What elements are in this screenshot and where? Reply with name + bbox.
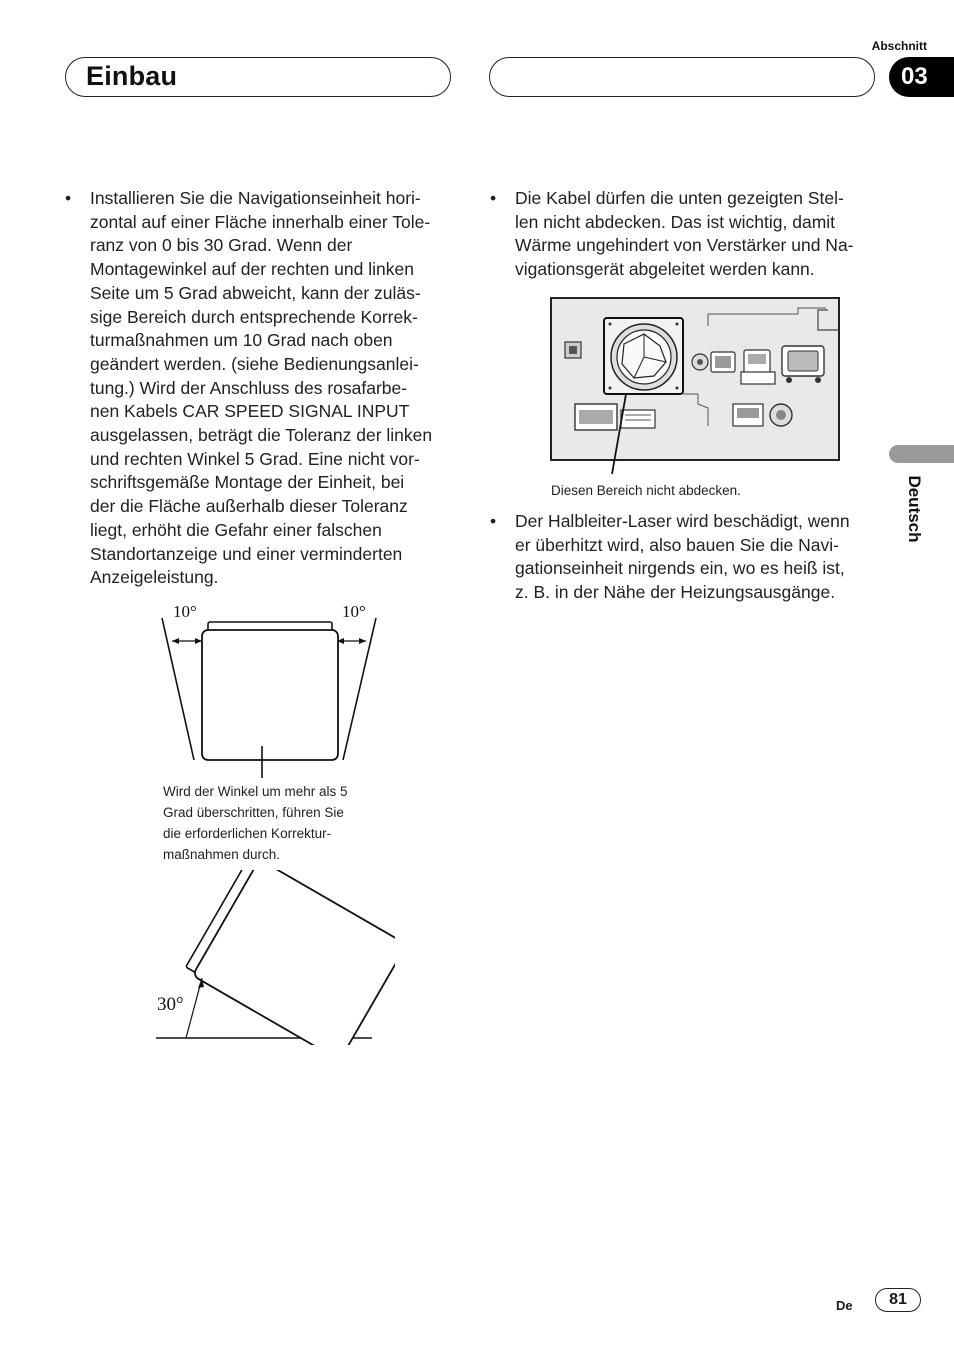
page-language-code: De xyxy=(836,1298,853,1313)
right-bullet-1-text: Die Kabel dürfen die unten gezeigten Stel- len nicht abdecken. Das ist wichtig, damit Wärme ungehindert von Verstärker und Na- vigationsgerät abgeleitet werden kann. xyxy=(515,188,854,280)
angle-tilt-label: 30° xyxy=(157,994,184,1015)
angle-right-label: 10° xyxy=(342,602,366,621)
bullet-dot: • xyxy=(490,188,497,208)
header-empty-pill xyxy=(489,57,875,97)
rear-panel-illustration xyxy=(548,296,842,476)
right-bullet-2-text: Der Halbleiter-Laser wird beschädigt, wenn er überhitzt wird, also bauen Sie die Navi- gationseinheit nirgends ein, wo es heiß ist, z. B. in der Nähe der Heizungsausgänge. xyxy=(515,511,850,603)
language-label: Deutsch xyxy=(905,475,924,543)
section-number-badge: 03 xyxy=(889,57,954,97)
page-number: 81 xyxy=(875,1288,921,1312)
section-label: Abschnitt xyxy=(871,39,927,53)
tilt-angle-diagram xyxy=(150,870,395,1045)
left-bullet-1-text: Installieren Sie die Navigationseinheit hori- zontal auf einer Fläche innerhalb einer Tole- ranz von 0 bis 30 Grad. Wenn der Montagewinkel auf der rechten und linken Seite um 5 Grad abweicht, kann der zuläs- sige Bereich durch entsprechende Korrek- turmaßnahmen um 10 Grad nach oben geändert werden. (siehe Bedienungsanlei- tung.) Wird der Anschluss des rosafarbe- nen Kabels CAR SPEED SIGNAL INPUT ausgelassen, beträgt die Toleranz der linken und rechten Winkel 5 Grad. Eine nicht vor- schriftsgemäße Montage der Einheit, bei der die Fläche außerhalb dieser Toleranz liegt, erhöht die Gefahr einer falschen Standortanzeige und einer verminderten Anzeigeleistung. xyxy=(90,188,433,588)
bullet-dot: • xyxy=(65,188,72,208)
bullet-dot: • xyxy=(490,511,497,531)
angle-left-label: 10° xyxy=(173,602,197,621)
angle-tolerance-diagram xyxy=(150,598,390,780)
page-title: Einbau xyxy=(86,61,178,91)
angle-caption: Wird der Winkel um mehr als 5 Grad überschritten, führen Sie die erforderlichen Korrektur- maßnahmen durch. xyxy=(163,784,348,862)
section-title-pill xyxy=(65,57,451,97)
rear-panel-caption: Diesen Bereich nicht abdecken. xyxy=(551,483,741,498)
